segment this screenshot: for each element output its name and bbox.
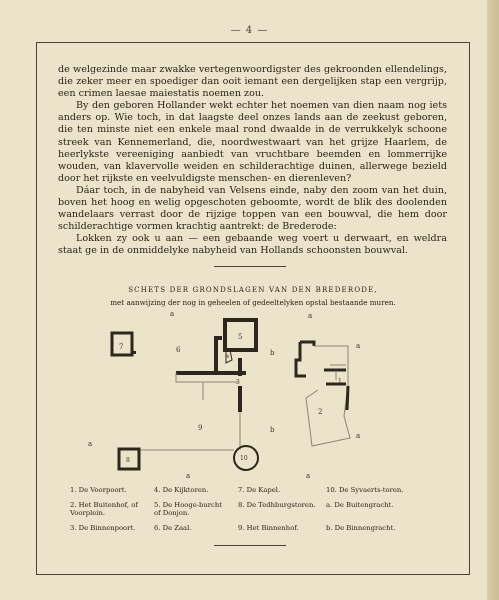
label-6: 6 [176, 346, 181, 354]
label-7: 7 [119, 343, 124, 351]
label-10: 10 [240, 455, 248, 462]
divider-bottom [214, 545, 286, 546]
plan-subtitle: met aanwijzing der nog in geheelen of gedeeltelyken opstal bestaande muren. [110, 298, 396, 307]
divider-top [214, 266, 286, 267]
paragraph-4: Lokken zy ook u aan — een gebaande weg voert u derwaart, en weldra staat ge in de onmiddelyke nabyheid van Hollands schoonsten bouwval. [58, 233, 447, 257]
legend-item: 3. De Binnenpoort. [70, 524, 136, 532]
legend-item: 1. De Voorpoort. [70, 486, 127, 494]
label-8: 8 [126, 457, 130, 464]
body-text [58, 64, 447, 258]
paragraph-1: de welgezinde maar zwakke vertegenwoordigster des gekroonden ellendelings, die zeker meer en spoediger dan ooit iemant een dergelijken stap een vergrijp, een crimen laesae maiestatis noemen zou. [58, 64, 447, 100]
paragraph-2: By den geboren Hollander wekt echter het noemen van dien naam nog iets anders op. Wie toch, in dat laagste deel onzes lands aan de zeekust geboren, die ten minste niet een enkele maal rond dwaalde in de verrukkelyk schoone streek van Kennemerland, die, noordwestwaart van het grijze Haarlem, de heerlykste vereeniging aanbiedt van vruchtbare beemden en lommerrijke wouden, van klavervolle weiden en schilderachtige duinen, allerwege bezield door het rijkste en veelvuldigste menschen- en dierenleven? [58, 100, 447, 184]
court-lines [203, 382, 240, 450]
label-4: 4 [226, 354, 230, 360]
label-a-top-right: a [308, 312, 313, 320]
label-a-bottom-right: a [306, 472, 311, 480]
outer-gate-west [296, 342, 314, 376]
label-1: 1 [338, 378, 342, 385]
outer-gate-outline [314, 346, 348, 386]
legend-item: 9. Het Binnenhof. [238, 524, 299, 532]
paragraph-3: Dáar toch, in de nabyheid van Velsens einde, naby den zoom van het duin, boven het hoog en welig opgeschoten geboomte, wordt de blik des doolenden wandelaars verrast door de rijzige toppen van een bouwval, die hem door schilderachtige vormen krachtig aantrekt: de Brederode: [58, 184, 447, 233]
legend-item: 6. De Zaal. [154, 524, 192, 532]
legend-item: 7. De Kapel. [238, 486, 281, 494]
forecourt-2 [306, 386, 350, 446]
label-a-right: a [356, 342, 361, 350]
label-5: 5 [238, 333, 243, 341]
label-a-bottom: a [186, 472, 191, 480]
label-b-lower: b [270, 426, 275, 434]
label-a-top: a [170, 310, 175, 318]
castle-ground-plan [36, 300, 470, 485]
label-a-lower-right: a [356, 432, 361, 440]
legend-item: 5. De Hooge-burcht of Donjon. [154, 501, 222, 517]
legend-item: 4. De Kijktoren. [154, 486, 209, 494]
label-3: 3 [236, 379, 240, 386]
legend-item: b. De Binnengracht. [326, 524, 396, 532]
legend-item: 2. Het Buitenhof, of Voorplein. [70, 501, 138, 517]
legend-item: 8. De Tedhburgstoren. [238, 501, 316, 509]
label-a-left: a [88, 440, 93, 448]
plan-legend [70, 486, 450, 532]
label-2: 2 [318, 408, 323, 416]
wall-donjon-west [216, 338, 222, 372]
forecourt-east-wall [347, 386, 348, 410]
page-number: — 4 — [230, 25, 269, 36]
legend-item: a. De Buitengracht. [326, 501, 394, 509]
label-9: 9 [198, 424, 203, 432]
legend-item: 10. De Syvaerts-toren. [326, 486, 404, 494]
label-b-upper: b [270, 349, 275, 357]
tower-7-mark [133, 351, 136, 354]
page-edge [487, 0, 499, 600]
plan-title: SCHETS DER GRONDSLAGEN VAN DEN BREDERODE, [128, 286, 378, 294]
